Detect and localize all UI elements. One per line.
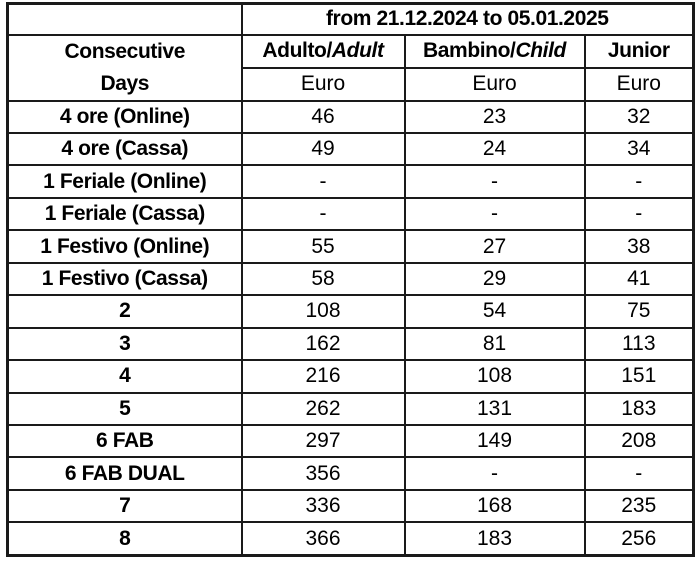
table-row — [8, 295, 694, 327]
price-child: 183 — [405, 522, 585, 555]
row-label: 2 — [8, 295, 242, 327]
price-child: 168 — [405, 490, 585, 522]
price-junior: 34 — [585, 133, 694, 165]
price-junior: 151 — [585, 360, 694, 392]
unit-adult: Euro — [242, 68, 405, 101]
period-header: from 21.12.2024 to 05.01.2025 — [242, 4, 694, 35]
row-label: 4 — [8, 360, 242, 392]
unit-junior: Euro — [585, 68, 694, 101]
table-row — [8, 230, 694, 262]
price-adult: - — [242, 165, 405, 197]
row-header-line2: Days — [100, 71, 150, 95]
row-label: 6 FAB — [8, 425, 242, 457]
price-adult: 108 — [242, 295, 405, 327]
table-row — [8, 133, 694, 165]
price-child: 27 — [405, 230, 585, 262]
column-header-child: Bambino/Child — [405, 35, 585, 69]
price-junior: - — [585, 457, 694, 489]
price-adult: - — [242, 198, 405, 230]
price-junior: 75 — [585, 295, 694, 327]
table-row — [8, 425, 694, 457]
column-header-junior: Junior — [585, 35, 694, 69]
row-label: 6 FAB DUAL — [8, 457, 242, 489]
price-child: 54 — [405, 295, 585, 327]
price-adult: 216 — [242, 360, 405, 392]
price-junior: 256 — [585, 522, 694, 555]
row-label: 1 Feriale (Cassa) — [8, 198, 242, 230]
price-child: 24 — [405, 133, 585, 165]
price-table — [6, 2, 695, 557]
price-junior: - — [585, 165, 694, 197]
table-row — [8, 393, 694, 425]
price-junior: - — [585, 198, 694, 230]
price-child: 108 — [405, 360, 585, 392]
price-child: - — [405, 165, 585, 197]
price-adult: 297 — [242, 425, 405, 457]
table-row — [8, 263, 694, 295]
price-junior: 113 — [585, 328, 694, 360]
price-child: - — [405, 198, 585, 230]
row-label: 1 Festivo (Cassa) — [8, 263, 242, 295]
price-child: 131 — [405, 393, 585, 425]
price-adult: 58 — [242, 263, 405, 295]
row-label: 1 Festivo (Online) — [8, 230, 242, 262]
table-row — [8, 198, 694, 230]
price-junior: 38 — [585, 230, 694, 262]
row-header-line1: Consecutive — [64, 39, 185, 63]
column-header-row — [8, 35, 694, 69]
table-row — [8, 165, 694, 197]
row-header-consecutive-days — [8, 35, 242, 101]
price-child: 29 — [405, 263, 585, 295]
table-row — [8, 457, 694, 489]
price-child: - — [405, 457, 585, 489]
price-adult: 55 — [242, 230, 405, 262]
corner-cell — [8, 4, 242, 35]
price-adult: 336 — [242, 490, 405, 522]
table-row — [8, 101, 694, 133]
price-adult: 262 — [242, 393, 405, 425]
price-child: 81 — [405, 328, 585, 360]
price-adult: 356 — [242, 457, 405, 489]
table-row — [8, 490, 694, 522]
price-junior: 32 — [585, 101, 694, 133]
price-adult: 46 — [242, 101, 405, 133]
price-adult: 366 — [242, 522, 405, 555]
price-junior: 41 — [585, 263, 694, 295]
column-header-adult: Adulto/Adult — [242, 35, 405, 69]
price-child: 23 — [405, 101, 585, 133]
unit-child: Euro — [405, 68, 585, 101]
price-junior: 183 — [585, 393, 694, 425]
row-label: 4 ore (Online) — [8, 101, 242, 133]
price-junior: 208 — [585, 425, 694, 457]
row-label: 7 — [8, 490, 242, 522]
price-child: 149 — [405, 425, 585, 457]
price-rows — [8, 101, 694, 556]
table-row — [8, 328, 694, 360]
table-row — [8, 360, 694, 392]
table-row — [8, 522, 694, 555]
row-label: 5 — [8, 393, 242, 425]
row-label: 1 Feriale (Online) — [8, 165, 242, 197]
price-table-header — [8, 4, 694, 101]
price-junior: 235 — [585, 490, 694, 522]
price-adult: 162 — [242, 328, 405, 360]
row-label: 4 ore (Cassa) — [8, 133, 242, 165]
row-label: 8 — [8, 522, 242, 555]
period-row — [8, 4, 694, 35]
row-label: 3 — [8, 328, 242, 360]
price-adult: 49 — [242, 133, 405, 165]
